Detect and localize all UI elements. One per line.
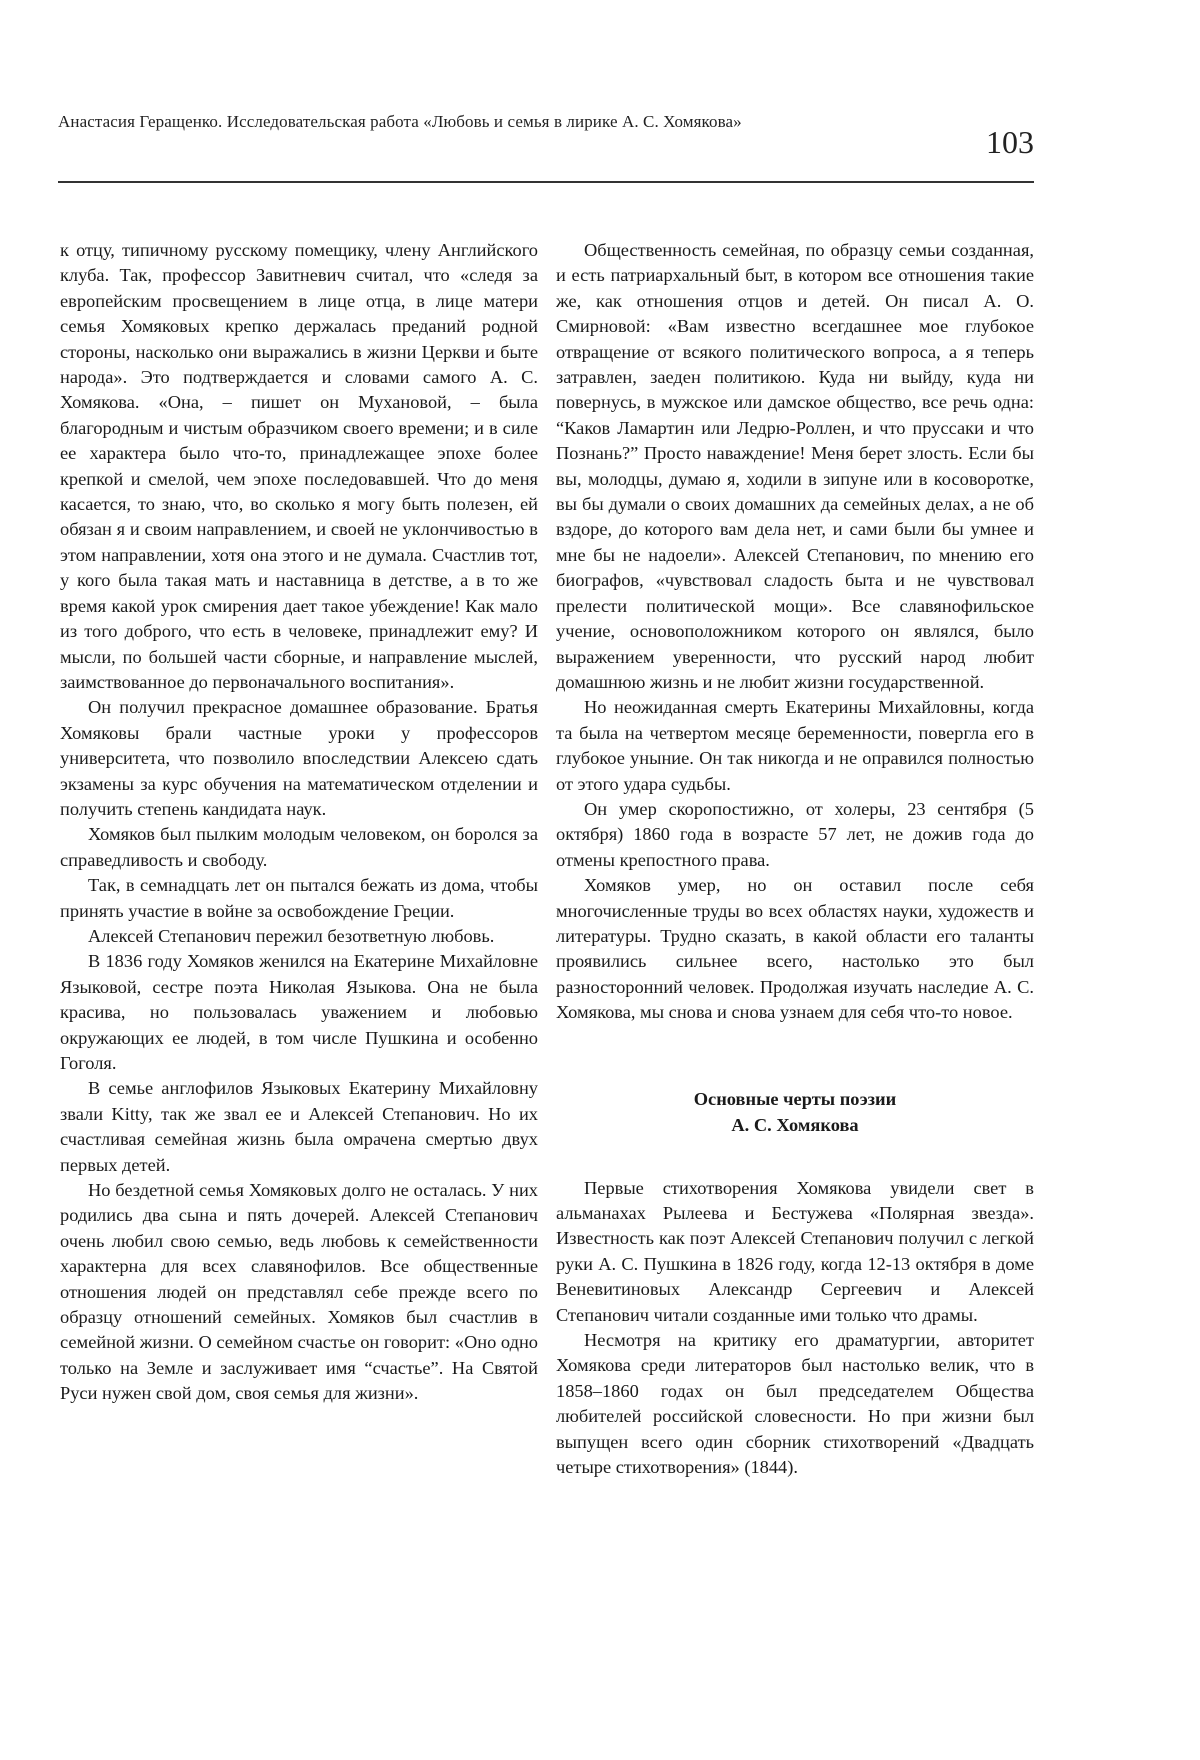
running-head: Анастасия Геращенко. Исследовательская работа «Любовь и семья в лирике А. С. Хомякова» (58, 112, 742, 131)
paragraph: Но неожиданная смерть Екатерины Михайловны, когда та была на четвертом месяце беременности, повергла его в глубокое уныние. Он так никогда и не оправился полностью от этого удара судьбы. (556, 697, 1034, 794)
left-column (60, 238, 538, 1407)
section-heading-line: Основные черты поэзии (693, 1088, 897, 1109)
paragraph: Алексей Степанович пережил безответную любовь. (88, 925, 495, 946)
paragraph: Хомяков был пылким молодым человеком, он боролся за справедливость и свободу. (60, 824, 538, 870)
paragraph: Несмотря на критику его драматургии, авторитет Хомякова среди литераторов был настолько велик, что в 1858–1860 годах он был председателем Общества любителей российской словесности. Но при жизни был выпущен всего один сборник стихотворений «Двадцать четыре стихотворения» (1844). (556, 1330, 1034, 1478)
paragraph: Он получил прекрасное домашнее образование. Братья Хомяковы брали частные уроки у профессоров университета, что позволило впоследствии Алексею сдать экзамены за курс обучения на математическом отделении и получить степень кандидата наук. (60, 697, 538, 819)
paragraph: В 1836 году Хомяков женился на Екатерине Михайловне Языковой, сестре поэта Николая Языкова. Она не была красива, но пользовалась уважением и любовью окружающих ее людей, в том числе Пушкина и особенно Гоголя. (60, 951, 538, 1073)
page-number: 103 (986, 124, 1034, 160)
paragraph: Хомяков умер, но он оставил после себя многочисленные труды во всех областях науки, художеств и литературы. Трудно сказать, в какой области его таланты проявились сильнее всего, настолько это был разносторонний человек. Продолжая изучать наследие А. С. Хомякова, мы снова и снова узнаем для себя что-то новое. (556, 875, 1034, 1023)
section-heading-line: А. С. Хомякова (731, 1114, 859, 1135)
paragraph: Так, в семнадцать лет он пытался бежать из дома, чтобы принять участие в войне за освобождение Греции. (60, 875, 538, 921)
paragraph: Он умер скоропостижно, от холеры, 23 сентября (5 октября) 1860 года в возрасте 57 лет, не дожив года до отмены крепостного права. (556, 798, 1034, 870)
paragraph: Первые стихотворения Хомякова увидели свет в альманахах Рылеева и Бестужева «Полярная звезда». Известность как поэт Алексей Степанович получил с легкой руки А. С. Пушкина в 1826 году, когда 12-13 октября в доме Веневитиновых Александр Сергеевич и Алексей Степанович читали созданные ими только что драмы. (556, 1177, 1034, 1325)
header-divider (58, 181, 1034, 183)
section-heading (556, 1086, 1034, 1138)
paragraph: Но бездетной семья Хомяковых долго не осталась. У них родились два сына и пять дочерей. Алексей Степанович очень любил свою семью, ведь любовь к семейственности характерна для всех славянофилов. Все общественные отношения людей он представлял себе прежде всего по образцу отношений семейных. Хомяков был счастлив в семейной жизни. О семейном счастье он говорит: «Оно одно только на Земле и заслуживает имя “счастье”. На Святой Руси нужен свой дом, своя семья для жизни». (60, 1180, 538, 1404)
paragraph: В семье англофилов Языковых Екатерину Михайловну звали Kitty, так же звал ее и Алексей Степанович. Но их счастливая семейная жизнь была омрачена смертью двух первых детей. (60, 1078, 538, 1175)
right-column (556, 238, 1034, 1480)
paragraph: Общественность семейная, по образцу семьи созданная, и есть патриархальный быт, в котором все отношения такие же, как отношения отцов и детей. Он писал А. О. Смирновой: «Вам известно всегдашнее мое глубокое отвращение от всякого политического вопроса, а я теперь затравлен, заеден политикою. Куда ни выйду, куда ни повернусь, в мужское или дамское общество, все речь одна: “Каков Ламартин или Ледрю-Роллен, и что пруссаки и что Познань?” Просто наваждение! Меня берет злость. Если бы вы, молодцы, думаю я, ходили в зипуне или в косоворотке, вы бы думали о своих домашних да семейных делах, а не об вздоре, до которого вам дела нет, и сами были бы умнее и мне бы не надоели». Алексей Степанович, по мнению его биографов, «чувствовал сладость быта и не чувствовал прелести политической мощи». Все славянофильское учение, основоположником которого он являлся, было выражением уверенности, что русский народ любит домашнюю жизнь и не любит жизни государственной. (556, 240, 1034, 692)
paragraph: к отцу, типичному русскому помещику, члену Английского клуба. Так, профессор Завитневич считал, что «следя за европейским просвещением в лице отца, в лице матери семья Хомяковых крепко держалась преданий родной стороны, насколько они выражались в жизни Церкви и быте народа». Это подтверждается и словами самого А. С. Хомякова. «Она, – пишет он Мухановой, – была благородным и чистым образчиком своего времени; и в силе ее характера было что-то, принадлежащее эпохе более крепкой и смелой, чем эпохе последовавшей. Что до меня касается, то знаю, что, во сколько я могу быть полезен, ей обязан я и своим направлением, и своей не уклончивостью в этом направлении, хотя она этого и не думала. Счастлив тот, у кого была такая мать и наставница в детстве, а в то же время какой урок смирения дает такое убеждение! Как мало из того доброго, что есть в человеке, принадлежит ему? И мысли, по большей части сборные, и направление мыслей, заимствованное до первоначального воспитания». (60, 240, 538, 692)
